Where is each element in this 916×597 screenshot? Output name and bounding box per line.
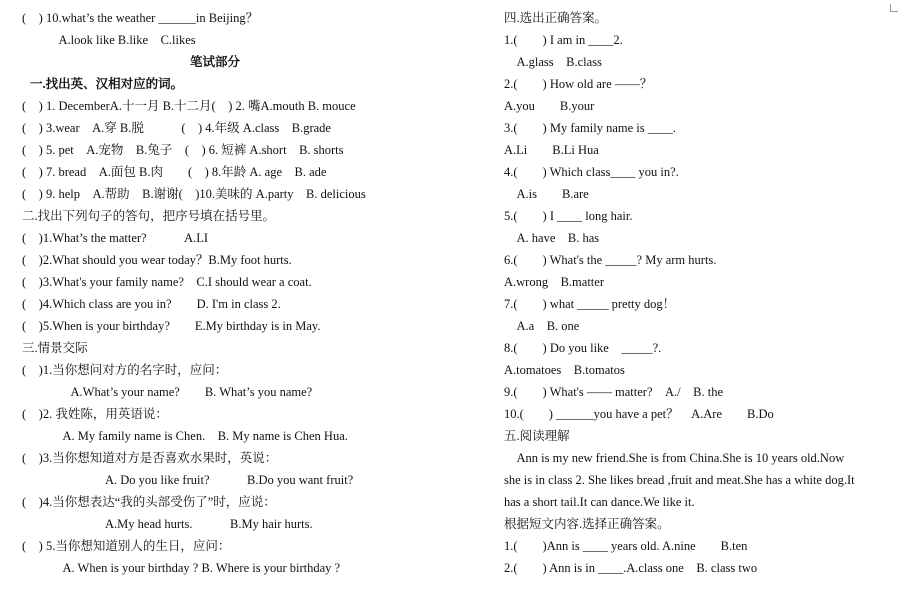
left-line-5: ( ) 1. DecemberA.十一月 B.十二月( ) 2. 嘴A.mouth B. mouce [22, 99, 356, 113]
page-corner-mark [890, 4, 898, 12]
right-line-25: 1.( )Ann is ____ years old. A.nine B.ten [504, 539, 748, 553]
left-line-23: ( )4.当你想表达“我的头部受伤了”时，应说： [22, 495, 276, 509]
left-line-2: A.look like B.like C.likes [46, 33, 196, 47]
left-line-22: A. Do you like fruit? B.Do you want fruit? [80, 473, 354, 487]
left-line-8: ( ) 7. bread A.面包 B.肉 ( ) 8.年龄 A. age B. ade [22, 165, 327, 179]
left-line-15: ( )5.When is your birthday? E.My birthday is in May. [22, 319, 321, 333]
left-line-20: A. My family name is Chen. B. My name is Chen Hua. [50, 429, 348, 443]
left-line-9: ( ) 9. help A.帮助 B.谢谢( )10.美味的 A.party B. delicious [22, 187, 366, 201]
left-line-16: 三.情景交际 [22, 341, 88, 355]
right-line-26: 2.( ) Ann is in ____.A.class one B. class two [504, 561, 758, 575]
left-line-14: ( )4.Which class are you in? D. I'm in class 2. [22, 297, 281, 311]
right-line-22: she is in class 2. She likes bread ,fruit and meat.She has a white dog.It [504, 473, 855, 487]
right-line-21: Ann is my new friend.She is from China.She is 10 years old.Now [504, 451, 845, 465]
right-line-20: 五.阅读理解 [504, 429, 570, 443]
left-line-6: ( ) 3.wear A.穿 B.脱 ( ) 4.年级 A.class B.grade [22, 121, 331, 135]
right-line-24: 根据短文内容.选择正确答案。 [504, 517, 670, 531]
right-line-10: 5.( ) I ____ long hair. [504, 209, 633, 223]
left-line-1: ( ) 10.what’s the weather ______in Beijing？ [22, 11, 259, 25]
right-line-17: A.tomatoes B.tomatos [504, 363, 625, 377]
right-line-19: 10.( ) ______you have a pet？ A.Are B.Do [504, 407, 774, 421]
right-line-15: A.a B. one [504, 319, 580, 333]
left-line-21: ( )3.当你想知道对方是否喜欢水果时，英说： [22, 451, 278, 465]
left-line-4: 一.找出英、汉相对应的词。 [30, 77, 184, 91]
right-line-9: A.is B.are [504, 187, 589, 201]
left-line-7: ( ) 5. pet A.宠物 B.兔子 ( ) 6. 短裤 A.short B. shorts [22, 143, 344, 157]
left-line-3: 笔试部分 [190, 55, 241, 69]
right-line-2: 1.( ) I am in ____2. [504, 33, 623, 47]
left-line-17: ( )1.当你想问对方的名字时，应问： [22, 363, 228, 377]
right-line-13: A.wrong B.matter [504, 275, 604, 289]
left-line-13: ( )3.What's your family name? C.I should wear a coat. [22, 275, 312, 289]
right-line-3: A.glass B.class [504, 55, 602, 69]
right-line-1: 四.选出正确答案。 [504, 11, 608, 25]
left-line-25: ( ) 5.当你想知道别人的生日，应问： [22, 539, 231, 553]
right-line-16: 8.( ) Do you like _____?. [504, 341, 662, 355]
left-line-10: 二.找出下列句子的答句，把序号填在括号里。 [22, 209, 276, 223]
left-line-18: A.What’s your name? B. What’s you name? [58, 385, 313, 399]
right-line-11: A. have B. has [504, 231, 600, 245]
right-line-5: A.you B.your [504, 99, 595, 113]
left-line-26: A. When is your birthday ? B. Where is your birthday ? [50, 561, 341, 575]
right-line-18: 9.( ) What's —— matter? A./ B. the [504, 385, 723, 399]
left-line-24: A.My head hurts. B.My hair hurts. [80, 517, 313, 531]
right-column [500, 0, 916, 597]
left-line-12: ( )2.What should you wear today？B.My foot hurts. [22, 253, 292, 267]
right-line-14: 7.( ) what _____ pretty dog！ [504, 297, 676, 311]
right-line-4: 2.( ) How old are ——？ [504, 77, 653, 91]
right-line-7: A.Li B.Li Hua [504, 143, 599, 157]
right-line-23: has a short tail.It can dance.We like it. [504, 495, 695, 509]
right-line-8: 4.( ) Which class____ you in?. [504, 165, 679, 179]
right-line-6: 3.( ) My family name is ____. [504, 121, 676, 135]
left-line-19: ( )2. 我姓陈，用英语说： [22, 407, 168, 421]
left-line-11: ( )1.What’s the matter? A.LI [22, 231, 209, 245]
right-line-12: 6.( ) What's the _____? My arm hurts. [504, 253, 717, 267]
